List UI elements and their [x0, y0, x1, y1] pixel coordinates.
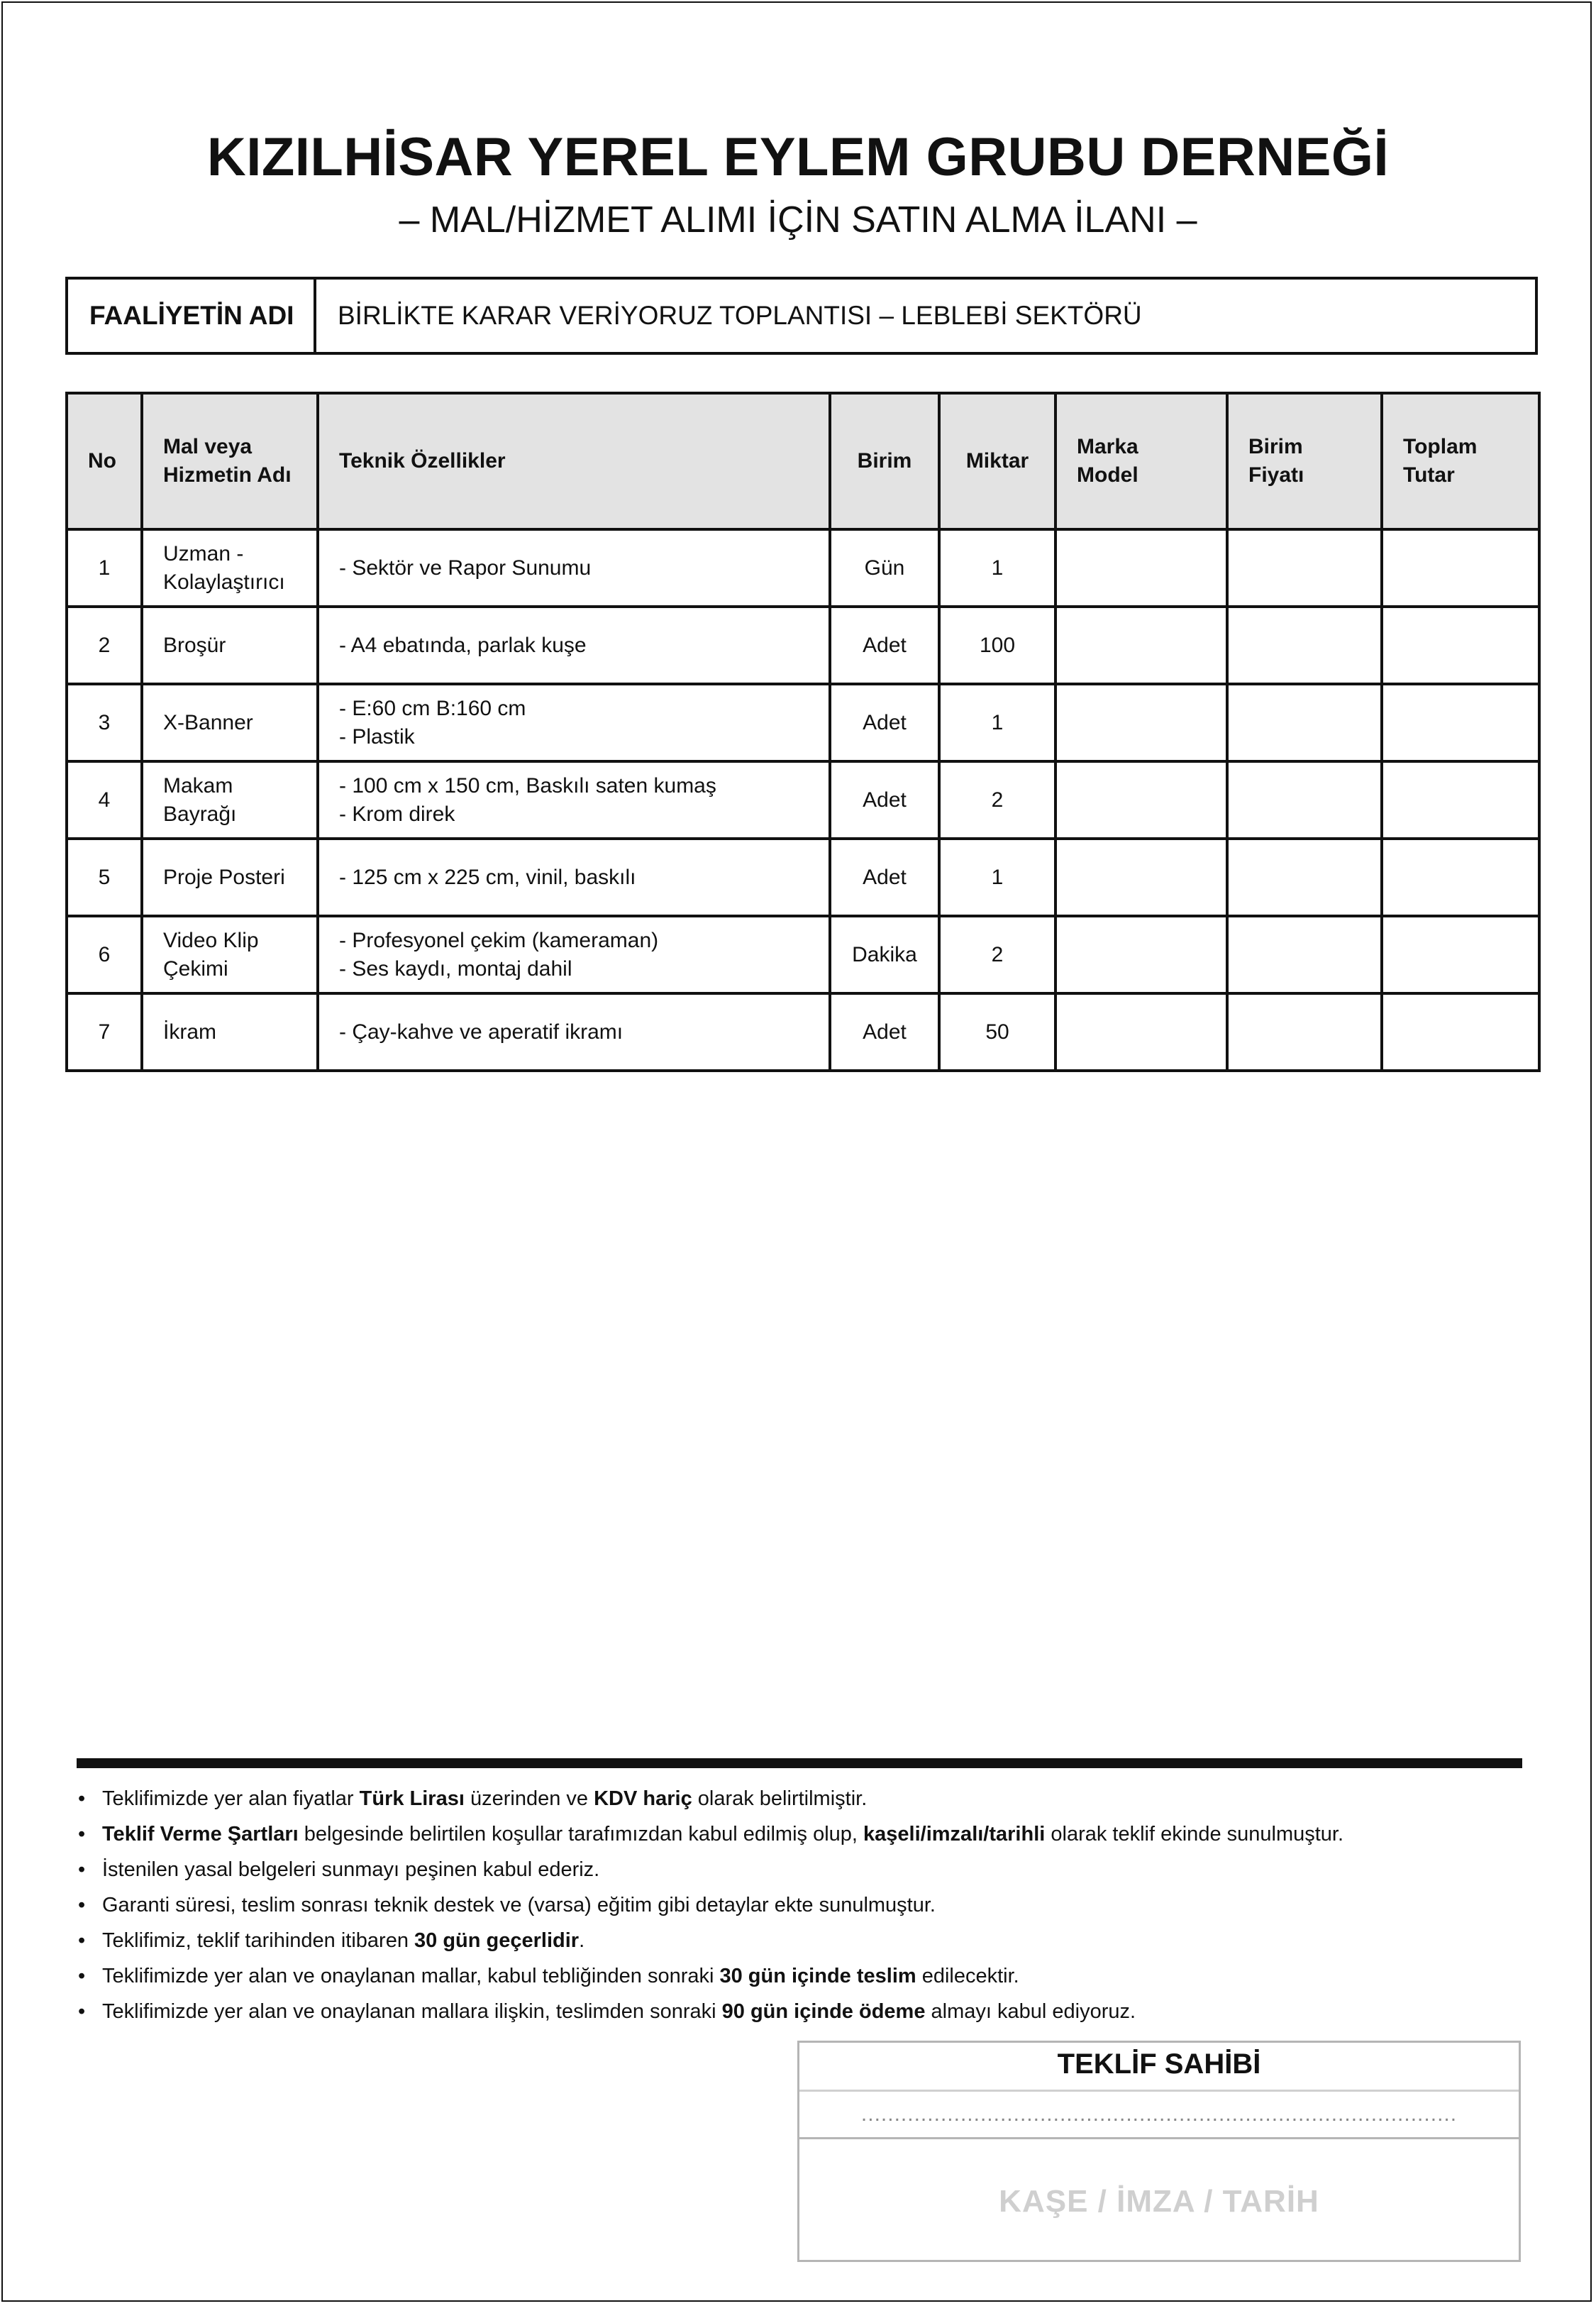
cell-price — [1227, 916, 1382, 993]
list-item — [78, 1958, 1525, 1994]
table-row — [67, 916, 1539, 993]
note-text: belgesinde belirtilen koşullar tarafımızdan kabul edilmiş olup, — [298, 1823, 864, 1846]
cell-brand — [1055, 916, 1227, 993]
header-total — [1382, 393, 1539, 529]
cell-brand — [1055, 839, 1227, 916]
cell-unit: Dakika — [830, 916, 939, 993]
cell-unit: Adet — [830, 607, 939, 684]
cell-specs — [318, 684, 830, 761]
terms-list — [78, 1781, 1525, 2029]
cell-qty: 50 — [939, 993, 1055, 1071]
header-price-line2: Fiyatı — [1248, 463, 1304, 487]
note-text: Teklifimiz, teklif tarihinden itibaren — [102, 1929, 415, 1952]
cell-total — [1382, 916, 1539, 993]
list-item — [78, 1852, 1525, 1887]
header-no: No — [67, 393, 142, 529]
cell-name-line2: Kolaylaştırıcı — [163, 570, 285, 594]
cell-spec-line1: - Profesyonel çekim (kameraman) — [339, 928, 659, 952]
activity-value: BİRLİKTE KARAR VERİYORUZ TOPLANTISI – LEBLEBİ SEKTÖRÜ — [338, 301, 1142, 330]
cell-spec-line1: - 100 cm x 150 cm, Baskılı saten kumaş — [339, 773, 716, 798]
signature-title: TEKLİF SAHİBİ — [799, 2043, 1519, 2092]
stamp-placeholder: KAŞE / İMZA / TARİH — [999, 2184, 1319, 2219]
cell-total — [1382, 684, 1539, 761]
cell-specs — [318, 529, 830, 607]
cell-qty: 1 — [939, 839, 1055, 916]
page-subtitle: – MAL/HİZMET ALIMI İÇİN SATIN ALMA İLANI – — [399, 199, 1197, 241]
cell-price — [1227, 529, 1382, 607]
header-brand-line1: Marka — [1077, 435, 1138, 458]
note-bold: KDV hariç — [594, 1787, 692, 1810]
note-bold: 30 gün geçerlidir — [414, 1929, 580, 1952]
cell-name — [142, 839, 318, 916]
activity-box — [65, 277, 1538, 355]
cell-specs — [318, 993, 830, 1071]
cell-name-line1: Uzman - — [163, 541, 244, 566]
cell-qty: 2 — [939, 916, 1055, 993]
note-text: edilecektir. — [916, 1965, 1019, 1987]
bullet: • — [78, 1858, 86, 1881]
cell-spec-line1: - Çay-kahve ve aperatif ikramı — [339, 1020, 624, 1044]
header-name-line1: Mal veya — [163, 435, 253, 458]
cell-price — [1227, 607, 1382, 684]
cell-name-line1: Proje Posteri — [163, 865, 285, 889]
cell-spec-line1: - A4 ebatında, parlak kuşe — [339, 633, 587, 657]
cell-spec-line1: - E:60 cm B:160 cm — [339, 696, 526, 720]
list-item — [78, 1887, 1525, 1923]
header-total-line2: Tutar — [1403, 463, 1455, 487]
list-item — [78, 1781, 1525, 1816]
note-text: Teklifimizde yer alan fiyatlar — [102, 1787, 360, 1810]
header-name-line2: Hizmetin Adı — [163, 463, 292, 487]
cell-specs — [318, 916, 830, 993]
bullet: • — [78, 2000, 86, 2023]
header-total-line1: Toplam — [1403, 435, 1478, 458]
cell-price — [1227, 761, 1382, 839]
cell-qty: 1 — [939, 529, 1055, 607]
cell-name-line2: Çekimi — [163, 956, 228, 981]
cell-qty: 2 — [939, 761, 1055, 839]
cell-name-line1: Video Klip — [163, 928, 259, 952]
cell-name-line1: Makam — [163, 773, 233, 798]
cell-name — [142, 684, 318, 761]
header-specs: Teknik Özellikler — [318, 393, 830, 529]
cell-name — [142, 916, 318, 993]
bullet: • — [78, 1787, 86, 1810]
cell-specs — [318, 761, 830, 839]
cell-name — [142, 607, 318, 684]
cell-no: 3 — [67, 684, 142, 761]
activity-label: FAALİYETİN ADI — [68, 280, 316, 352]
cell-name-line1: Broşür — [163, 633, 226, 657]
note-text: İstenilen yasal belgeleri sunmayı peşinen kabul ederiz. — [102, 1858, 600, 1881]
cell-spec-line1: - Sektör ve Rapor Sunumu — [339, 556, 592, 580]
table-row — [67, 761, 1539, 839]
table-row — [67, 607, 1539, 684]
cell-unit: Adet — [830, 684, 939, 761]
header-unit: Birim — [830, 393, 939, 529]
list-item — [78, 1994, 1525, 2029]
cell-name — [142, 761, 318, 839]
note-text: Garanti süresi, teslim sonrası teknik destek ve (varsa) eğitim gibi detaylar ekte sunulmuştur. — [102, 1894, 936, 1916]
cell-qty: 1 — [939, 684, 1055, 761]
cell-no: 5 — [67, 839, 142, 916]
note-text: olarak belirtilmiştir. — [692, 1787, 868, 1810]
cell-qty: 100 — [939, 607, 1055, 684]
table-row — [67, 529, 1539, 607]
cell-no: 6 — [67, 916, 142, 993]
cell-name — [142, 993, 318, 1071]
cell-no: 2 — [67, 607, 142, 684]
cell-unit: Gün — [830, 529, 939, 607]
bullet: • — [78, 1929, 86, 1952]
cell-no: 7 — [67, 993, 142, 1071]
cell-spec-line2: - Plastik — [339, 724, 415, 749]
cell-name-line1: X-Banner — [163, 710, 253, 734]
items-table — [65, 392, 1541, 1072]
note-text: olarak teklif ekinde sunulmuştur. — [1045, 1823, 1344, 1846]
list-item — [78, 1923, 1525, 1958]
cell-price — [1227, 684, 1382, 761]
cell-total — [1382, 761, 1539, 839]
note-text: üzerinden ve — [464, 1787, 594, 1810]
table-row — [67, 684, 1539, 761]
cell-spec-line2: - Krom direk — [339, 802, 455, 826]
bullet: • — [78, 1823, 86, 1846]
cell-name-line1: İkram — [163, 1020, 216, 1044]
cell-name — [142, 529, 318, 607]
cell-unit: Adet — [830, 993, 939, 1071]
header-price — [1227, 393, 1382, 529]
divider-rule — [77, 1758, 1522, 1768]
table-row — [67, 839, 1539, 916]
note-bold: kaşeli/imzalı/tarihli — [863, 1823, 1046, 1846]
header-qty: Miktar — [939, 393, 1055, 529]
header-name — [142, 393, 318, 529]
cell-name-line2: Bayrağı — [163, 802, 237, 826]
note-bold: Türk Lirası — [359, 1787, 465, 1810]
cell-price — [1227, 993, 1382, 1071]
signature-name-line: .......................................................................................... — [799, 2092, 1519, 2139]
list-item — [78, 1816, 1525, 1852]
note-text: almayı kabul ediyoruz. — [925, 2000, 1136, 2023]
cell-price — [1227, 839, 1382, 916]
cell-spec-line1: - 125 cm x 225 cm, vinil, baskılı — [339, 865, 636, 889]
bullet: • — [78, 1894, 86, 1916]
note-text: Teklifimizde yer alan ve onaylanan mallar, kabul tebliğinden sonraki — [102, 1965, 720, 1987]
cell-no: 1 — [67, 529, 142, 607]
table-header-row — [67, 393, 1539, 529]
header-price-line1: Birim — [1248, 435, 1303, 458]
cell-total — [1382, 607, 1539, 684]
cell-brand — [1055, 761, 1227, 839]
note-bold: Teklif Verme Şartları — [102, 1823, 299, 1846]
table-row — [67, 993, 1539, 1071]
cell-brand — [1055, 993, 1227, 1071]
cell-no: 4 — [67, 761, 142, 839]
bullet: • — [78, 1965, 86, 1987]
cell-specs — [318, 607, 830, 684]
cell-unit: Adet — [830, 839, 939, 916]
cell-brand — [1055, 684, 1227, 761]
cell-brand — [1055, 529, 1227, 607]
header-brand — [1055, 393, 1227, 529]
cell-spec-line2: - Ses kaydı, montaj dahil — [339, 956, 572, 981]
cell-total — [1382, 839, 1539, 916]
cell-total — [1382, 993, 1539, 1071]
note-text: . — [579, 1929, 585, 1952]
cell-unit: Adet — [830, 761, 939, 839]
note-bold: 30 gün içinde teslim — [719, 1965, 916, 1987]
cell-specs — [318, 839, 830, 916]
signature-box — [797, 2041, 1521, 2262]
note-bold: 90 gün içinde ödeme — [721, 2000, 926, 2023]
cell-total — [1382, 529, 1539, 607]
page-title: KIZILHİSAR YEREL EYLEM GRUBU DERNEĞİ — [206, 127, 1390, 187]
note-text: Teklifimizde yer alan ve onaylanan mallara ilişkin, teslimden sonraki — [102, 2000, 722, 2023]
cell-brand — [1055, 607, 1227, 684]
header-brand-line2: Model — [1077, 463, 1138, 487]
